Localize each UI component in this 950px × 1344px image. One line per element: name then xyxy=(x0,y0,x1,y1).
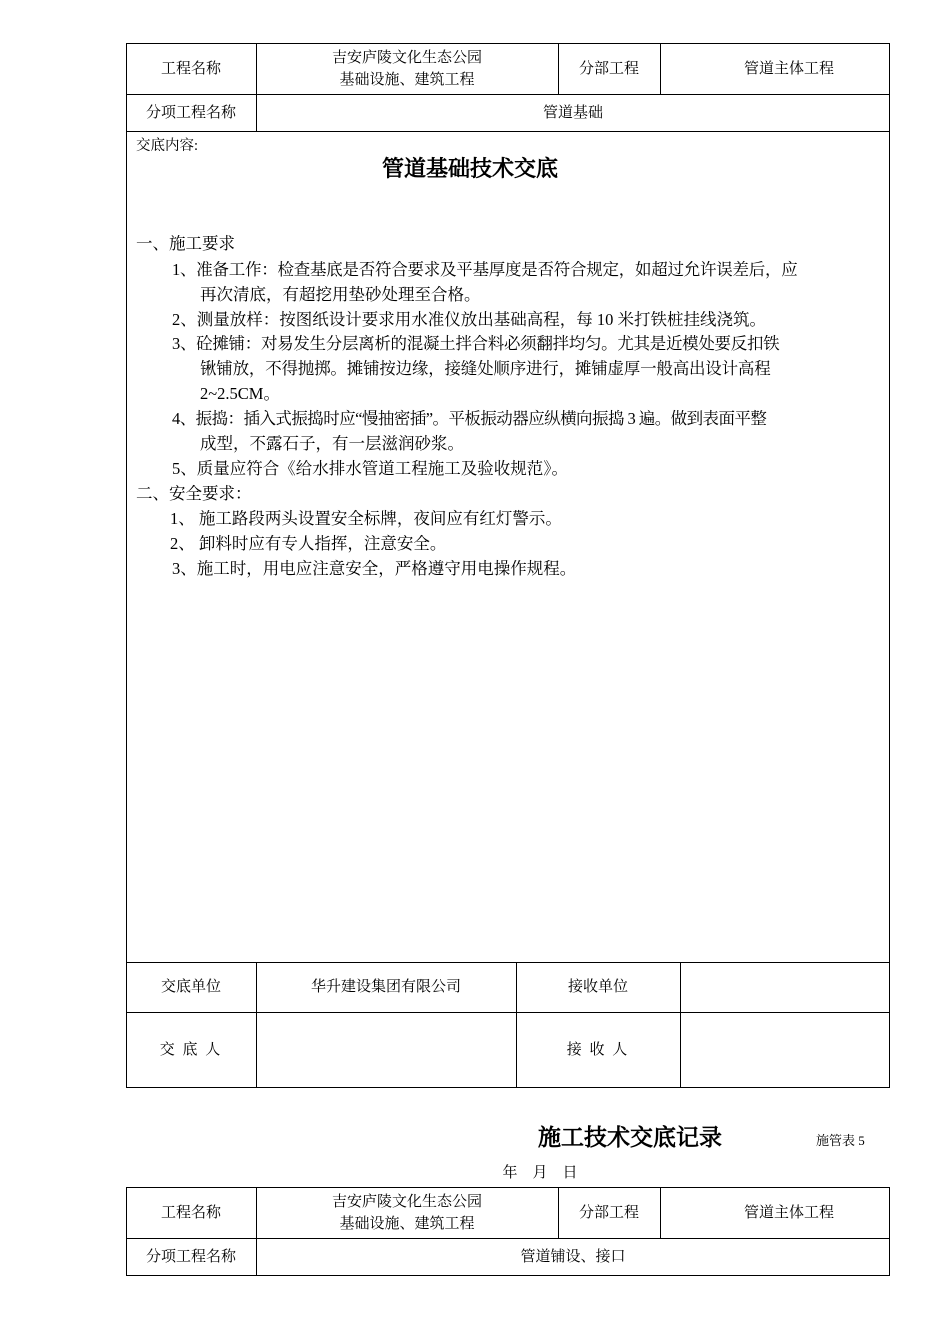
date-line: 年 月 日 xyxy=(502,1165,578,1181)
sub-project-label: 分部工程 xyxy=(578,60,639,77)
receiver-unit-label: 接收单位 xyxy=(567,979,628,995)
list-item: 1、 施工路段两头设置安全标牌，夜间应有红灯警示。 xyxy=(170,509,562,528)
list-item: 2、测量放样：按图纸设计要求用水准仪放出基础高程，每 10 米打铁桩挂线浇筑。 xyxy=(172,310,766,329)
section1-heading: 一、施工要求 xyxy=(136,234,235,253)
section2-heading: 二、安全要求： xyxy=(136,484,252,503)
row-divider xyxy=(126,131,890,132)
project-name-line2: 基础设施、建筑工程 xyxy=(339,71,475,88)
project-name-label: 工程名称 xyxy=(160,1204,221,1221)
issuer-unit-label: 交底单位 xyxy=(160,979,221,995)
project-name-value xyxy=(256,43,558,94)
sub-project-value: 管道主体工程 xyxy=(744,1204,835,1221)
item-name-label: 分项工程名称 xyxy=(145,104,236,121)
list-item: 成型，不露石子，有一层滋润砂浆。 xyxy=(200,434,464,453)
project-name-label: 工程名称 xyxy=(160,60,221,77)
list-item: 再次清底，有超挖用垫砂处理至合格。 xyxy=(200,285,481,304)
receiver-person-label: 接 收 人 xyxy=(566,1042,630,1058)
content-label: 交底内容: xyxy=(136,138,199,154)
issuer-unit-value: 华升建设集团有限公司 xyxy=(310,979,461,995)
item-name-value: 管道基础 xyxy=(542,104,603,121)
item-name-label: 分项工程名称 xyxy=(145,1249,236,1265)
list-item: 4、振捣：插入式振捣时应“慢抽密插”。平板振动器应纵横向振捣 3 遍。做到表面平整 xyxy=(172,409,767,428)
project-name-line2: 基础设施、建筑工程 xyxy=(339,1215,475,1232)
list-item: 锹铺放，不得抛掷。摊铺按边缘，接缝处顺序进行，摊铺虚厚一般高出设计高程 xyxy=(200,359,771,378)
record-title: 施工技术交底记录 xyxy=(538,1125,722,1151)
list-item: 3、砼摊铺：对易发生分层离析的混凝土拌合料必须翻拌均匀。尤其是近模处要反扣铁 xyxy=(172,334,780,353)
list-item: 3、施工时，用电应注意安全，严格遵守用电操作规程。 xyxy=(172,559,577,578)
list-item: 2、 卸料时应有专人指挥，注意安全。 xyxy=(170,534,447,553)
receiver-person-value xyxy=(680,1012,890,1088)
form-code: 施管表 5 xyxy=(816,1133,865,1148)
issuer-person-value xyxy=(256,1012,516,1088)
list-item: 2~2.5CM。 xyxy=(200,384,280,403)
receiver-unit-value xyxy=(680,962,890,1012)
list-item: 1、准备工作：检查基底是否符合要求及平基厚度是否符合规定，如超过允许误差后，应 xyxy=(172,260,798,279)
issuer-person-label: 交 底 人 xyxy=(159,1042,223,1058)
project-name-value xyxy=(256,1187,558,1238)
project-name-line1: 吉安庐陵文化生态公园 xyxy=(331,49,482,66)
sub-project-label: 分部工程 xyxy=(578,1204,639,1221)
list-item: 5、质量应符合《给水排水管道工程施工及验收规范》。 xyxy=(172,459,568,478)
sub-project-value: 管道主体工程 xyxy=(744,60,835,77)
item-name-value: 管道铺设、接口 xyxy=(520,1249,626,1265)
project-name-line1: 吉安庐陵文化生态公园 xyxy=(331,1193,482,1210)
document-title: 管道基础技术交底 xyxy=(381,157,558,182)
